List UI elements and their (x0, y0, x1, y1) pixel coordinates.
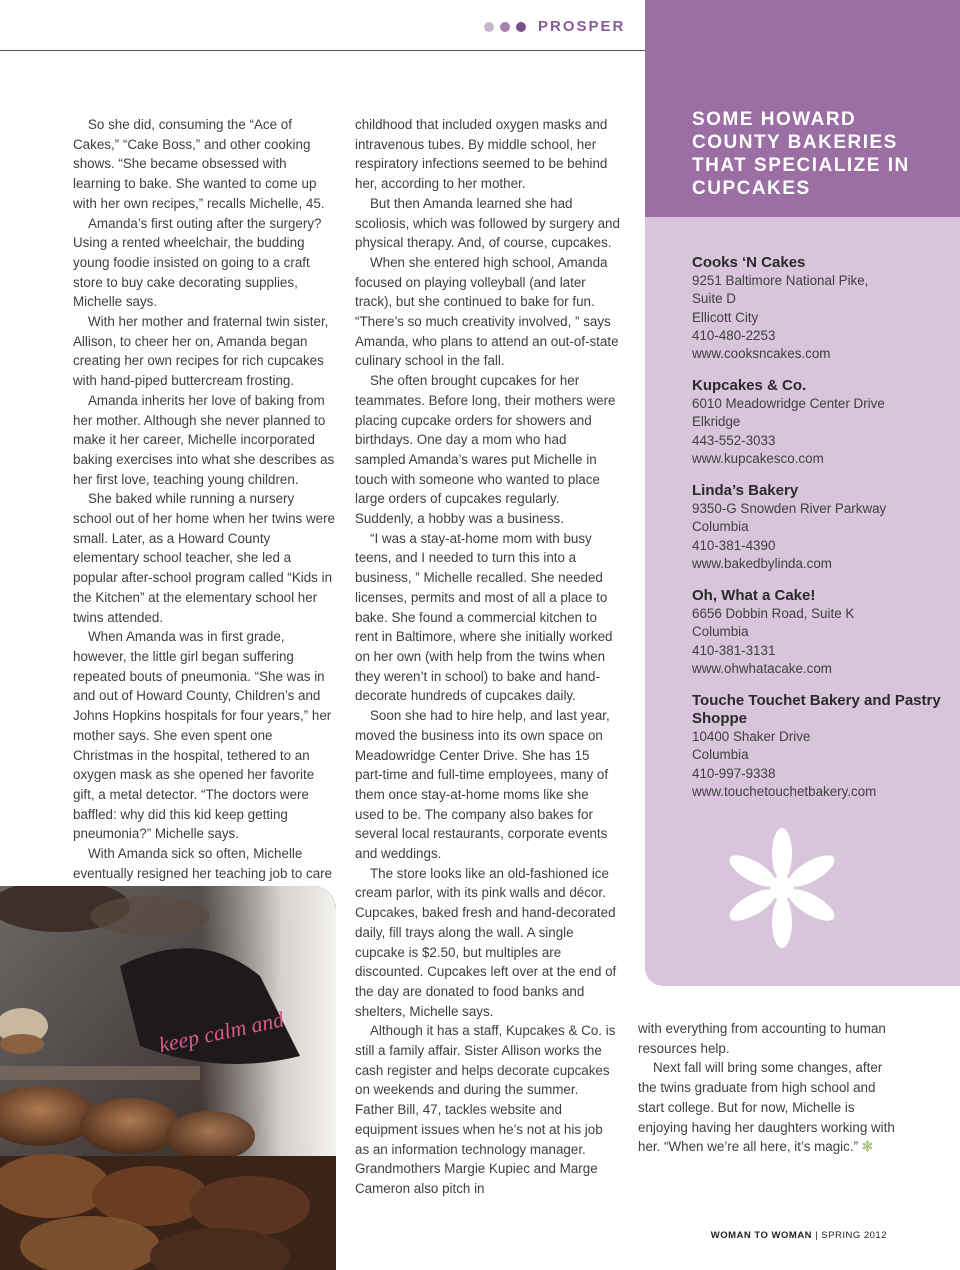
bakery-website: www.kupcakesco.com (692, 450, 824, 466)
article-column-1 (73, 115, 335, 903)
bakery-name: Oh, What a Cake! (692, 587, 816, 604)
bakery-entry (692, 377, 942, 468)
bakery-name: Touche Touchet Bakery and Pastry Shoppe (692, 692, 941, 727)
bakery-city: Elkridge (692, 414, 741, 430)
dot-icon (484, 22, 494, 32)
end-mark-icon: ✻ (861, 1139, 874, 1155)
bakery-name: Cooks ‘N Cakes (692, 254, 806, 271)
bakery-address: 9350-G Snowden River Parkway (692, 501, 887, 516)
bakery-phone: 410-997-9338 (692, 765, 776, 781)
paragraph (638, 1058, 900, 1157)
dot-icon (516, 22, 526, 32)
paragraph: When Amanda was in first grade, however, the little girl began suffering repeated bouts of pneumonia. “She was in and out of Howard County, Children’s and Johns Hopkins hospitals for four years,” her mother says. She even spent one Christmas in the hospital, tethered to an oxygen mask as she opened her favorite gift, a metal detector. “The doctors were baffled: why did this kid keep getting pneumonia?” Michelle says. (73, 629, 332, 842)
paragraph: The store looks like an old-fashioned ice cream parlor, with its pink walls and décor. Cupcakes, baked fresh and hand-decorated daily, fill trays along the wall. A single cupcake is $2.50, but multiples are discounted. Cupcakes left over at the end of the day are donated to food banks and shelters, Michelle says. (355, 865, 617, 1019)
paragraph: So she did, consuming the “Ace of Cakes,” “Cake Boss,” and other cooking shows. “She became obsessed with learning to bake. She wanted to come up with her own recipes,” recalls Michelle, 45. (73, 117, 325, 211)
bakery-address: Suite D (692, 291, 736, 307)
issue-date: SPRING 2012 (821, 1230, 887, 1241)
paragraph: Although it has a staff, Kupcakes & Co. is still a family affair. Sister Allison works the cash register and helps decorate cupcakes on weekends and during the summer. Father Bill, 47, tackles website and equipment issues when he’s not at his job as an information technology manager. Grandmothers Margie Kupiec and Marge Cameron also pitch in (355, 1023, 616, 1196)
dot-icon (500, 22, 510, 32)
paragraph-text: Next fall will bring some changes, after the twins graduate from high school and start college. But for now, Michelle is enjoying having her daughters working with her. “When we’re all here, it’s magic.” (638, 1060, 895, 1155)
bakery-website: www.touchetouchetbakery.com (692, 783, 877, 799)
bakery-address: 10400 Shaker Drive (692, 729, 811, 744)
paragraph: Amanda inherits her love of baking from her mother. Although she never planned to make it her career, Michelle incorporated baking exercises into what she describes as her first love, teaching young children. (73, 392, 335, 487)
bakery-website: www.ohwhatacake.com (692, 660, 832, 676)
sidebar-title: SOME HOWARD COUNTY BAKERIES THAT SPECIALIZE IN CUPCAKES (692, 109, 910, 199)
bakery-phone: 410-381-3131 (692, 642, 776, 658)
bakery-website: www.cooksncakes.com (692, 346, 831, 362)
section-label: PROSPER (538, 18, 626, 35)
bakery-entry (692, 587, 942, 678)
paragraph: She often brought cupcakes for her teammates. Before long, their mothers were placing cupcake orders for showers and birthdays. One day a mom who had sampled Amanda’s wares put Michelle in touch with someone who wanted to place large orders of cupcakes regularly. Suddenly, a hobby was a business. (355, 373, 616, 527)
paragraph: childhood that included oxygen masks and intravenous tubes. By middle school, her respiratory infections seemed to be behind her, according to her mother. (355, 117, 608, 192)
footer-separator: | (815, 1230, 819, 1241)
bakery-phone: 443-552-3033 (692, 432, 776, 448)
asterisk-icon (722, 828, 842, 948)
publication-name: WOMAN TO WOMAN (710, 1230, 813, 1241)
photo-sign-text: keep calm and (156, 1006, 287, 1058)
bakery-address: 6010 Meadowridge Center Drive (692, 396, 885, 411)
bakery-city: Columbia (692, 519, 749, 535)
paragraph: With Amanda sick so often, Michelle eventually resigned her teaching job to care (73, 846, 333, 881)
bakery-address: 9251 Baltimore National Pike, (692, 273, 869, 288)
bakery-photo (0, 886, 336, 1270)
bakery-city: Columbia (692, 747, 749, 763)
header-rule (0, 50, 645, 51)
bakery-city: Ellicott City (692, 309, 759, 325)
paragraph: She baked while running a nursery school out of her home when her twins were small. Later, as a Howard County elementary school teacher, she led a popular after-school program called “Kids in the Kitchen” at the elementary school her twins attended. (73, 491, 336, 625)
bakery-entry (692, 692, 942, 801)
bakery-entry (692, 254, 942, 363)
bakery-website: www.bakedbylinda.com (692, 555, 832, 571)
bakery-city: Columbia (692, 624, 749, 640)
paragraph: “I was a stay-at-home mom with busy teens, and I needed to turn this into a business, ” Michelle recalled. She needed licenses, permits and most of all a place to bake. She found a commercial kitchen to rent in Baltimore, where she initially worked on her own (with help from the twins when they weren’t in school) to bake and hand-decorate hundreds of cupcakes daily. (355, 530, 613, 704)
paragraph: When she entered high school, Amanda focused on playing volleyball (and later track), but she continued to bake for fun. “There’s so much creativity involved, ” says Amanda, who plans to attend an out-of-state culinary school in the fall. (355, 254, 619, 369)
bakery-name: Linda’s Bakery (692, 482, 799, 499)
paragraph: Amanda’s first outing after the surgery? Using a rented wheelchair, the budding young foodie insisted on going to a craft store to buy cake decorating supplies, Michelle says. (73, 215, 322, 310)
bakery-address: 6656 Dobbin Road, Suite K (692, 606, 855, 621)
bakery-entry (692, 482, 942, 573)
article-column-2 (355, 115, 620, 1199)
paragraph: with everything from accounting to human resources help. (638, 1021, 886, 1056)
photo-illustration (0, 886, 336, 1270)
paragraph: Soon she had to hire help, and last year, moved the business into its own space on Meadowridge Center Drive. She has 15 part-time and full-time employees, many of them once stay-at-home moms like she used to be. The company also bakes for several local restaurants, corporate events and weddings. (355, 708, 610, 862)
section-header (484, 18, 625, 35)
bakery-phone: 410-480-2253 (692, 327, 776, 343)
article-column-3 (638, 1019, 900, 1157)
paragraph: But then Amanda learned she had scoliosis, which was followed by surgery and physical therapy. And, of course, cupcakes. (355, 195, 620, 251)
bakery-name: Kupcakes & Co. (692, 377, 807, 394)
bakery-phone: 410-381-4390 (692, 537, 776, 553)
paragraph: With her mother and fraternal twin sister, Allison, to cheer her on, Amanda began creating her own recipes for rich cupcakes with hand-piped buttercream frosting. (73, 314, 329, 389)
page-footer (711, 1230, 887, 1241)
